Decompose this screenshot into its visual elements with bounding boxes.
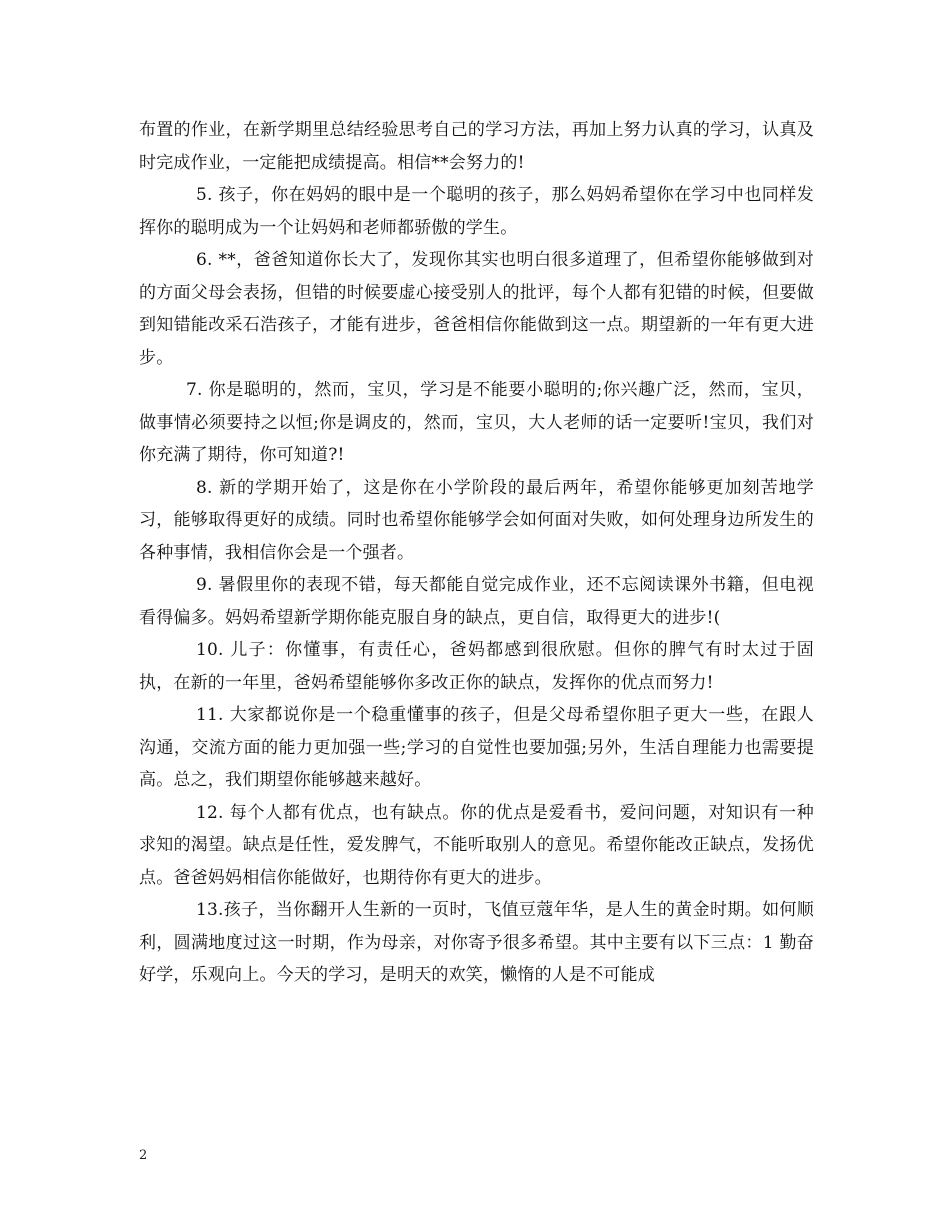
paragraph-item-9: 9. 暑假里你的表现不错，每天都能自觉完成作业，还不忘阅读课外书籍，但电视看得偏多。妈妈希望新学期你能克服自身的缺点，更自信，取得更大的进步!(	[139, 575, 814, 628]
paragraph-item-5: 5. 孩子，你在妈妈的眼中是一个聪明的孩子，那么妈妈希望你在学习中也同样发挥你的聪明成为一个让妈妈和老师都骄傲的学生。	[139, 185, 814, 238]
paragraph-item-13: 13.孩子，当你翻开人生新的一页时，飞值豆蔻年华，是人生的黄金时期。如何顺利，圆满地度过这一时期，作为母亲，对你寄予很多希望。其中主要有以下三点：1 勤奋好学，乐观向上。今天的学习，是明天的欢笑，懒惰的人是不可能成	[139, 900, 814, 985]
page-number: 2	[139, 1148, 148, 1163]
document-body	[139, 114, 814, 992]
paragraph-item-8: 8. 新的学期开始了，这是你在小学阶段的最后两年，希望你能够更加刻苦地学习，能够取得更好的成绩。同时也希望你能够学会如何面对失败，如何处理身边所发生的各种事情，我相信你会是一个强者。	[139, 477, 814, 563]
paragraph-item-10: 10. 儿子：你懂事，有责任心，爸妈都感到很欣慰。但你的脾气有时太过于固执，在新的一年里，爸妈希望能够你多改正你的缺点，发挥你的优点而努力!	[139, 640, 814, 693]
paragraph-item-7: 7. 你是聪明的，然而，宝贝，学习是不能要小聪明的;你兴趣广泛，然而，宝贝，做事情必须要持之以恒;你是调皮的，然而，宝贝，大人老师的话一定要听!宝贝，我们对你充满了期待，你可知道?!	[139, 380, 814, 465]
paragraph-item-11: 11. 大家都说你是一个稳重懂事的孩子，但是父母希望你胆子更大一些，在跟人沟通，交流方面的能力更加强一些;学习的自觉性也要加强;另外，生活自理能力也需要提高。总之，我们期望你能够越来越好。	[139, 705, 814, 790]
paragraph-item-12: 12. 每个人都有优点，也有缺点。你的优点是爱看书，爱问问题，对知识有一种求知的渴望。缺点是任性，爱发脾气，不能听取别人的意见。希望你能改正缺点，发扬优点。爸爸妈妈相信你能做好，也期待你有更大的进步。	[139, 802, 814, 888]
paragraph-continuation: 布置的作业，在新学期里总结经验思考自己的学习方法，再加上努力认真的学习，认真及时完成作业，一定能把成绩提高。相信**会努力的!	[139, 120, 814, 173]
paragraph-item-6: 6. **，爸爸知道你长大了，发现你其实也明白很多道理了，但希望你能够做到对的方面父母会表扬，但错的时候要虚心接受别人的批评，每个人都有犯错的时候，但要做到知错能改采石浩孩子，才能有进步，爸爸相信你能做到这一点。期望新的一年有更大进步。	[139, 250, 814, 368]
